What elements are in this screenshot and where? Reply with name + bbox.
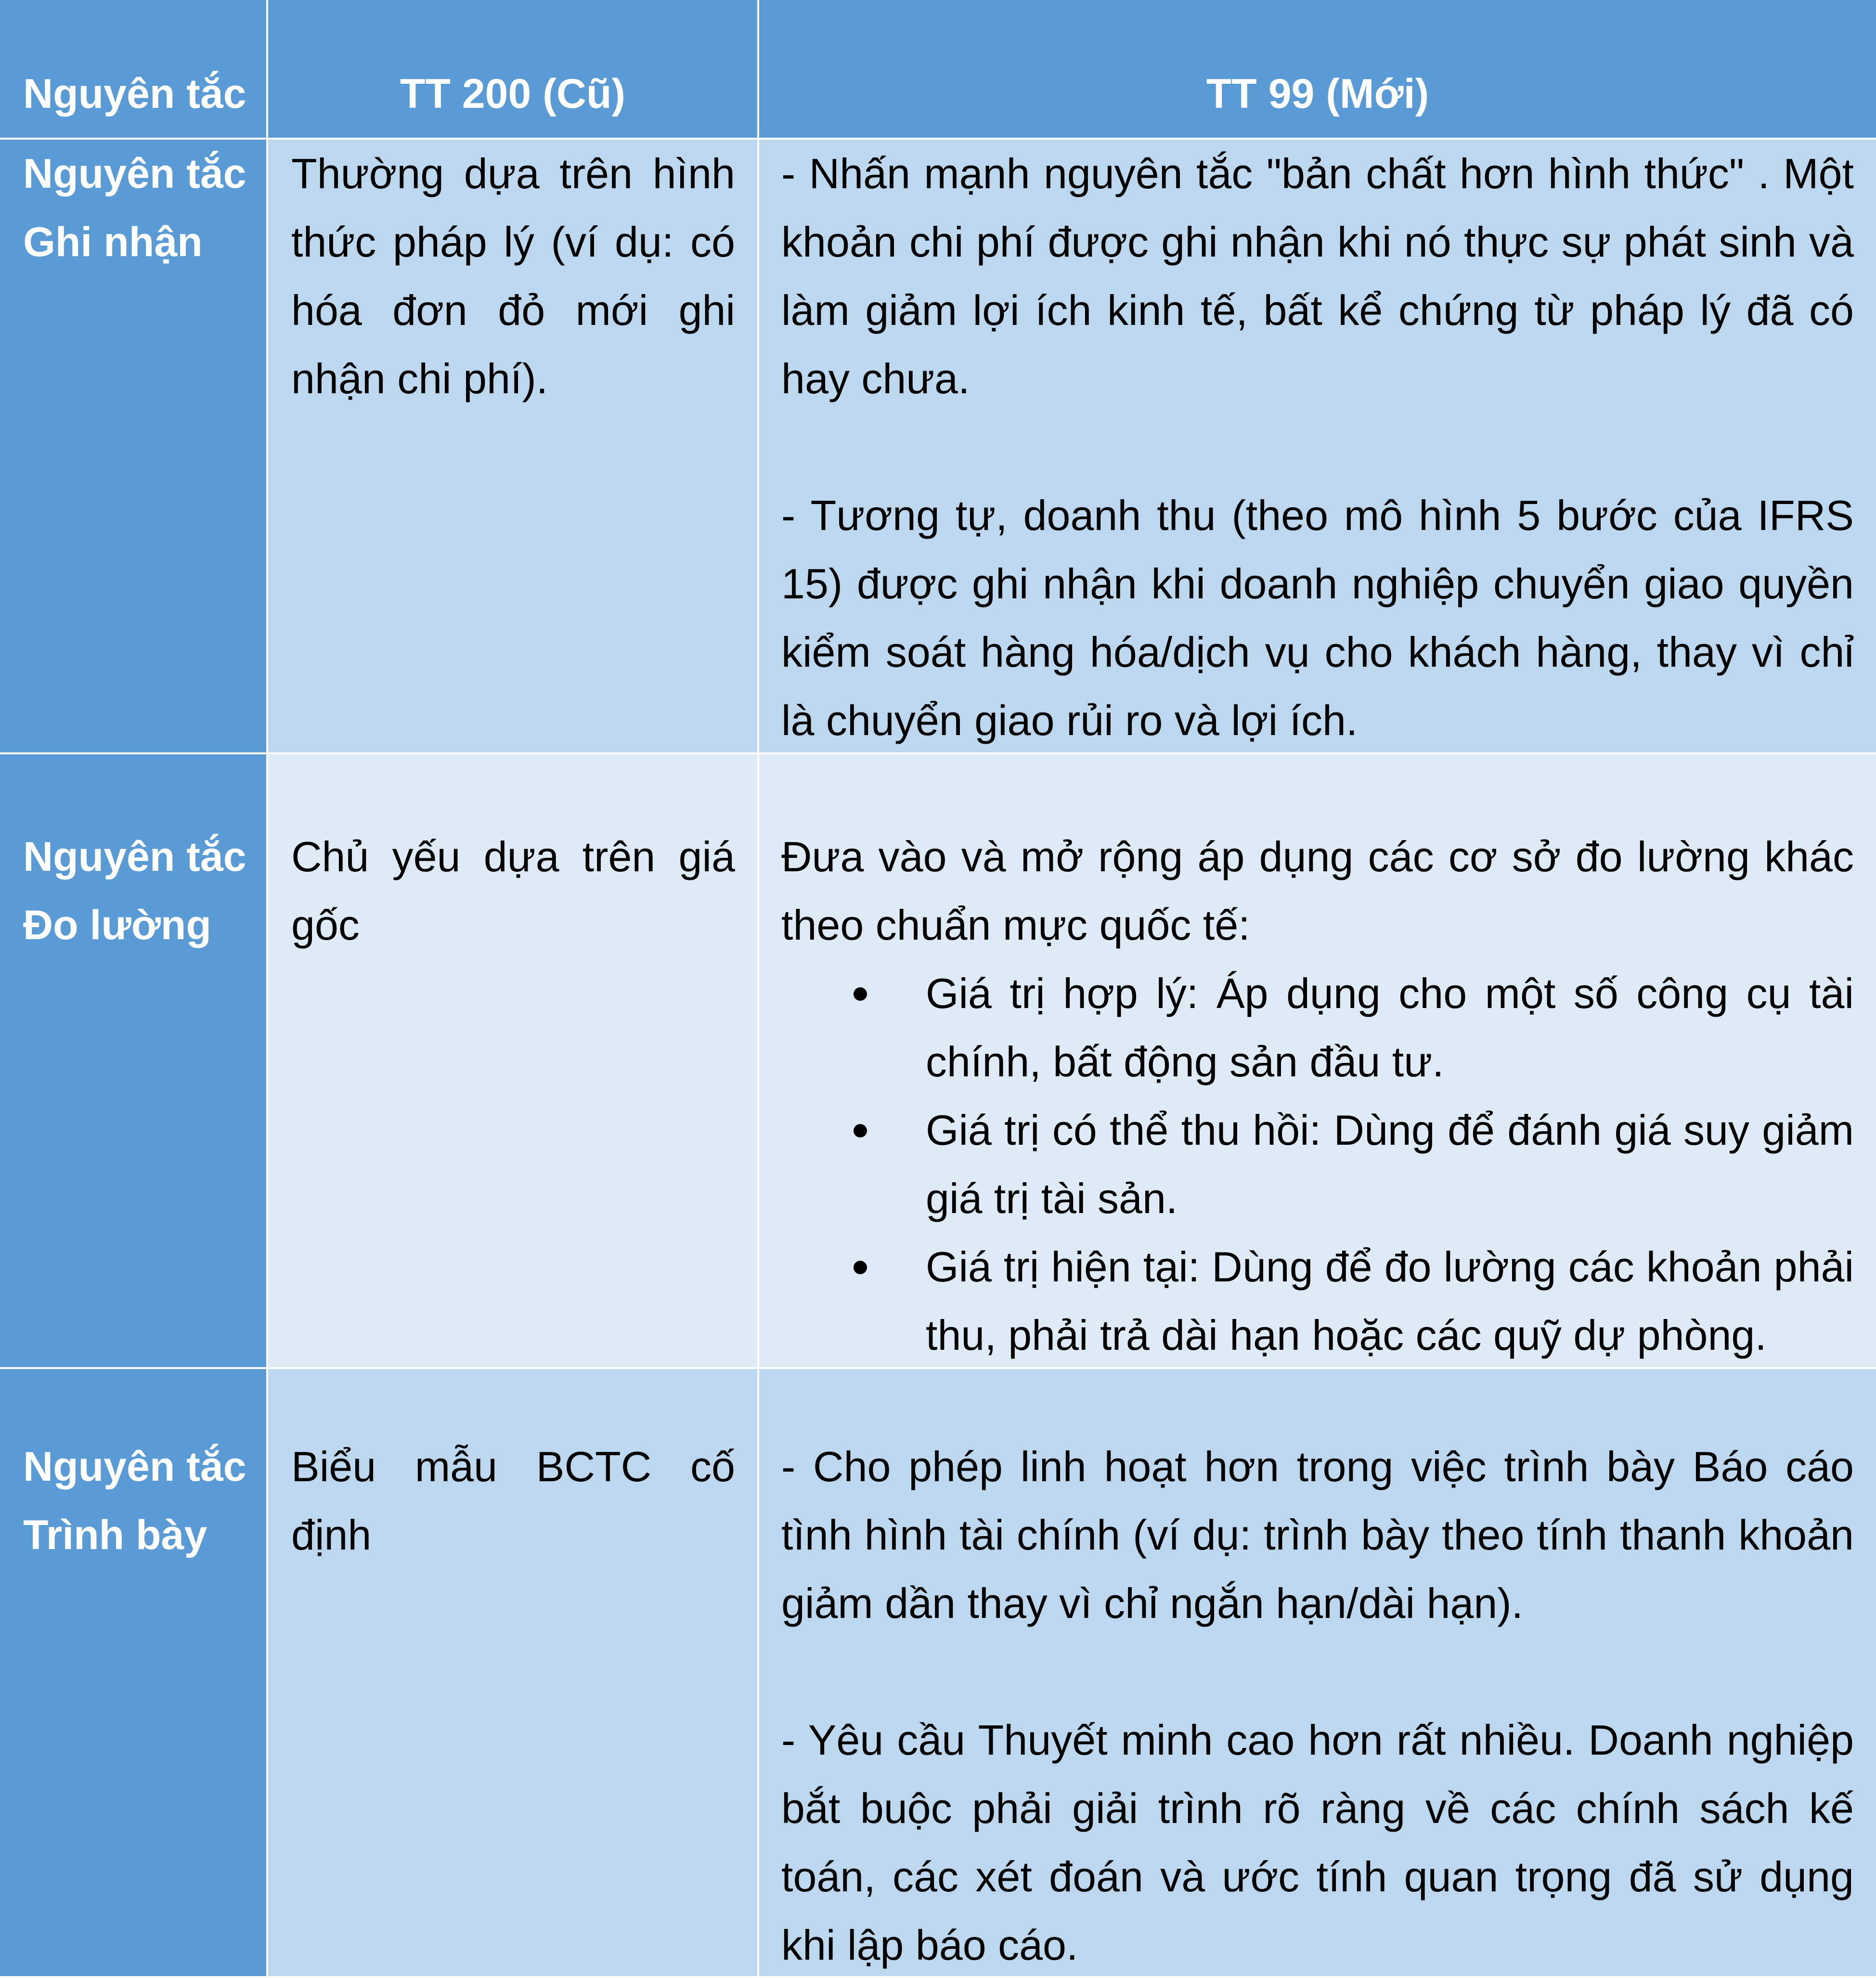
new-presentation-cell	[759, 1369, 1876, 1978]
header-tt99-label: TT 99 (Mới)	[1206, 71, 1429, 117]
header-tt200	[268, 0, 759, 140]
new-measurement-cell	[759, 754, 1876, 1369]
old-presentation-cell	[268, 1369, 759, 1978]
old-measurement-cell	[268, 754, 759, 1369]
new-presentation-paragraph: - Cho phép linh hoạt hơn trong việc trình bày Báo cáo tình hình tài chính (ví dụ: trình bày theo tính thanh khoản giảm dần thay vì chỉ ngắn hạn/dài hạn).	[781, 1443, 1854, 1627]
old-measurement-text: Chủ yếu dựa trên giá gốc	[291, 833, 735, 949]
row-label-presentation	[0, 1369, 268, 1978]
list-item	[781, 959, 1854, 1096]
row-label-line2: Ghi nhận	[23, 219, 203, 265]
list-item	[781, 1096, 1854, 1233]
new-recognition-cell	[759, 140, 1876, 754]
bullet-dot-icon	[854, 1261, 867, 1274]
row-label-line2: Trình bày	[23, 1512, 207, 1558]
paragraph-gap	[781, 1638, 1854, 1706]
row-label-measurement	[0, 754, 268, 1369]
row-label-line1: Nguyên tắc	[23, 151, 246, 197]
bullet-text: Giá trị có thể thu hồi: Dùng để đánh giá suy giảm giá trị tài sản.	[926, 1106, 1854, 1222]
bullet-dot-icon	[854, 1124, 867, 1138]
header-principle-label: Nguyên tắc	[23, 71, 246, 117]
row-label-line1: Nguyên tắc	[23, 834, 246, 880]
header-principle	[0, 0, 268, 140]
new-measurement-intro: Đưa vào và mở rộng áp dụng các cơ sở đo lường khác theo chuẩn mực quốc tế:	[781, 833, 1854, 949]
new-recognition-paragraph: - Tương tự, doanh thu (theo mô hình 5 bước của IFRS 15) được ghi nhận khi doanh nghiệp chuyển giao quyền kiểm soát hàng hóa/dịch vụ cho khách hàng, thay vì chỉ là chuyển giao rủi ro và lợi ích.	[781, 491, 1854, 744]
row-label-line2: Đo lường	[23, 902, 211, 948]
new-recognition-paragraph: - Nhấn mạnh nguyên tắc "bản chất hơn hình thức" . Một khoản chi phí được ghi nhận khi nó thực sự phát sinh và làm giảm lợi ích kinh tế, bất kể chứng từ pháp lý đã có hay chưa.	[781, 150, 1854, 402]
row-label-line1: Nguyên tắc	[23, 1444, 246, 1490]
row-label-recognition	[0, 140, 268, 754]
bullet-text: Giá trị hợp lý: Áp dụng cho một số công cụ tài chính, bất động sản đầu tư.	[926, 970, 1854, 1086]
old-presentation-text: Biểu mẫu BCTC cố định	[291, 1443, 735, 1559]
list-item	[781, 1233, 1854, 1369]
bullet-dot-icon	[854, 987, 867, 1001]
measurement-bullet-list	[781, 959, 1854, 1369]
new-presentation-paragraph: - Yêu cầu Thuyết minh cao hơn rất nhiều. Doanh nghiệp bắt buộc phải giải trình rõ ràng về các chính sách kế toán, các xét đoán và ước tính quan trọng đã sử dụng khi lập báo cáo.	[781, 1716, 1854, 1969]
header-tt99	[759, 0, 1876, 140]
paragraph-gap	[781, 413, 1854, 481]
bullet-text: Giá trị hiện tại: Dùng để đo lường các khoản phải thu, phải trả dài hạn hoặc các quỹ dự phòng.	[926, 1243, 1854, 1359]
header-tt200-label: TT 200 (Cũ)	[400, 71, 626, 117]
old-recognition-cell	[268, 140, 759, 754]
old-recognition-text: Thường dựa trên hình thức pháp lý (ví dụ: có hóa đơn đỏ mới ghi nhận chi phí).	[291, 150, 735, 402]
